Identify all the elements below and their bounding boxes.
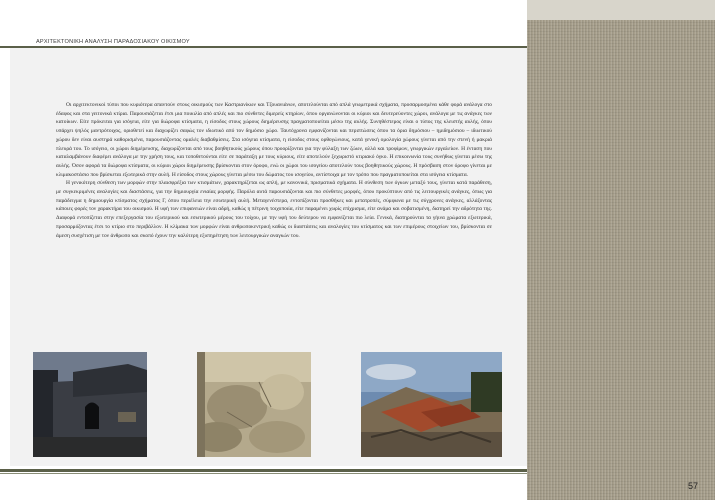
body-text <box>56 101 492 240</box>
paragraph-1: Οι αρχιτεκτονικοί τύποι που κυριότερα απαντούν στους οικισμούς των Καστριανίκων και Τζουανιάνων, αποτελούνται από απλά γεωμετρικά σχήματα, προσαρμοσμένα κάθε φορά ανάλογα στο έδαφος και στα γειτονικά κτίρια. Παρουσιάζεται έτσι μια ποικιλία από απλές και πιο σύνθετες διμερείς κτηρίων, όπου οργανώνονται οι κύριοι και δευτερεύοντες χώροι, ανάλογα με τις ανάγκες των κατοίκων. Είτε πρόκειται για ισόγεια, είτε για διώροφα κτίσματα, η είσοδος στους χώρους διημέρευσης πραγματοποιείται μέσω της αυλής. Συνηθέστερος είναι ο τύπος της κλειστής αυλής, όπου υπάρχει ψηλός μαντρότοιχος, οριοθετεί και διαχωρίζει σαφώς τον ιδιωτικό από τον δημόσιο χώρο. Ταυτόχρονα εμφανίζονται και περιπτώσεις όπου τα όρια δημόσιου – ημιδημόσιου – ιδιωτικού χώρου δεν είναι αυστηρά καθορισμένα, παρουσιάζοντας ομαλές διαβαθμίσεις. Στα ισόγεια κτίσματα, η είσοδος στους ορθογώνιους, κατά γενική ομολογία χώρους γίνεται από την στενή ή μακριά πλευρά του. Το ισόγειο, οι χώροι διημέρευσης, διαχωρίζονται από τους βοηθητικούς χώρους όπου προορίζονται για την φύλαξη των ζώων, αλλά και τροφίμων, γεωργικών εργαλείων. Η ένταση που καταλαμβάνουν διαφέρει ανάλογα με την χρήση τους, και τοποθετούνται είτε σε παράταξη με τους κύριους, είτε αποτελούν ξεχωριστό κτιριακό όγκο. Η επικοινωνία τους συνήθως γίνεται μέσω της αυλής. Όσον αφορά τα διώροφα κτίσματα, οι κύριοι χώροι διημέρευσης βρίσκονται στον όροφο, ενώ οι χώροι του ισογείου αποτελούν τους βοηθητικούς χώρους. Η πρόσβαση στον όροφο γίνεται με κλιμακοστάσιο που βρίσκεται εξωτερικά στην αυλή. Η είσοδος στους χώρους γίνεται μέσω του δώματος του ισογείου, αντίστοιχα με τον τρόπο που πραγματοποιείται στα ισόγεια κτίσματα. <box>56 102 492 178</box>
footer-divider <box>0 469 527 472</box>
side-panel-top-strip <box>527 0 715 20</box>
page-header-title: ΑΡΧΙΤΕΚΤΟΝΙΚΗ ΑΝΑΛΥΣΗ ΠΑΡΑΔΟΣΙΑΚΟΥ ΟΙΚΙΣΜΟΥ <box>36 39 190 45</box>
paragraph-2: Η γενικότερη σύνθεση των μορφών στην πλαισφρέξια των κτισμάτων, χαρακτηρίζεται ως απλή, με κανονικά, πρισματικά σχήματα. Η σύνθεση των όγκων μεταξύ τους, γίνεται κατά παράθεση, με συγκεκριμένες αναλογίες και διαστάσεις, για την δημιουργία ενιαίας μορφής. Παρόλα αυτά παρουσιάζονται και πιο σύνθετες μορφές, όπου προκύπτουν από τις λειτουργικές ανάγκες, όπως για παράδειγμα η δημιουργία κτίσματος σχήματος Γ, όπου περιέλεια την εσωτερική αυλή. Μεταγενέστερα, εντοπίζονται προσθήκες και μετατροπές, σύμφωνα με τις σύγχρονες ανάγκες, αλλάζοντας κάποιες φορές τον χαρακτήρα του οικισμού. Η υφή των επιφανειών είναι αδρή, καθώς η πέτρινη τοιχοποιία, είτε παραμένει χωρίς επίχρισμα, είτε ανάμα και σοβατισμένη, διατηρεί την αδρότητα της. Διαφορά εντοπίζεται στην επεξεργασία του εξωτερικού και εσωτερικού μέρους του τοίχου, με την υφή του δεύτερου να εμφανίζεται πιο λεία. Γενικά, διατηρούνται τα γήινα χρώματα εξωτερικά, προσαρμόζοντας έτσι το κτίριο στο περιβάλλον. Η κλίμακα των μορφών είναι ανθρωποκεντρική καθώς οι διαστάσεις και αναλογίες του κτίσματος και των επιμέρους στοιχείων του, βρίσκονται σε άμεση συσχέτιση με τον άνθρωπο και σκοπό έχουν την καλύτερη εξυπηρέτηση των λειτουργικών αναγκών του. <box>56 180 492 239</box>
page-number: 57 <box>688 481 699 491</box>
side-texture-panel <box>527 0 715 500</box>
photo-stone-house <box>33 352 147 457</box>
header-zone <box>0 0 527 40</box>
photo-stone-wall <box>197 352 311 457</box>
photo-ruined-roof <box>361 352 502 457</box>
header-divider <box>0 46 527 48</box>
footer-divider-thin <box>0 473 527 474</box>
